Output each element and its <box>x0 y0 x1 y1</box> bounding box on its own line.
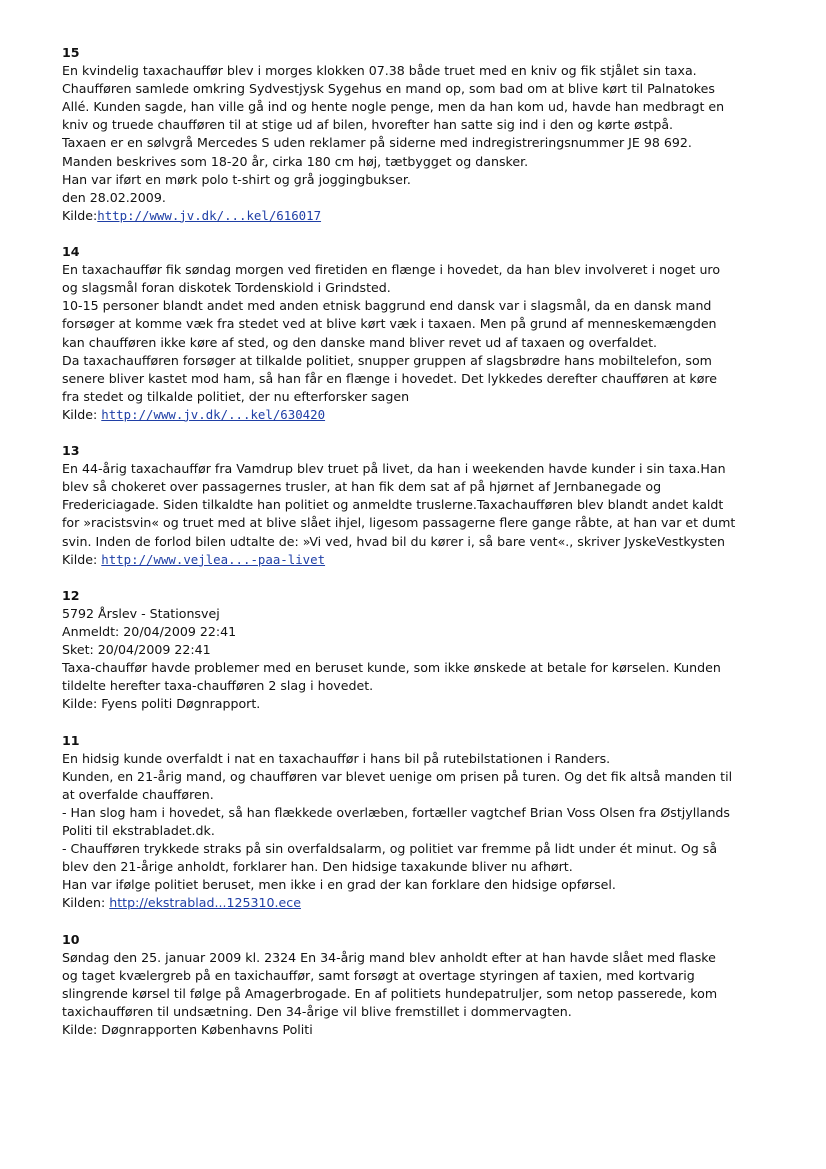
source-link[interactable]: http://ekstrablad...125310.ece <box>109 895 301 911</box>
entry-text-line: Chaufføren samlede omkring Sydvestjysk Sygehus en mand op, som bad om at blive kørt til Palnatokes <box>62 81 715 97</box>
entry-text-line: for »racistsvin« og truet med at blive slået ihjel, ligesom passagerne flere gange råbte, at han var et dumt <box>62 515 736 531</box>
entry-text-line: Han var ifølge politiet beruset, men ikke i en grad der kan forklare den hidsige opførsel. <box>62 877 616 893</box>
entry-text-line: slingrende kørsel til følge på Amagerbrogade. En af politiets hundepatruljer, som netop passerede, kom <box>62 985 718 1001</box>
entry-text-line: Kunden, en 21-årig mand, og chaufføren var blevet uenige om prisen på turen. Og det fik altså manden til <box>62 768 733 784</box>
entry-number: 12 <box>62 587 80 603</box>
entry-10 <box>62 931 782 1040</box>
entry-text-line: Anmeldt: 20/04/2009 22:41 <box>62 624 237 639</box>
entry-text-line: Kilde: Døgnrapporten Københavns Politi <box>62 1022 313 1038</box>
entry-13 <box>62 442 782 569</box>
entry-text-line: - Chaufføren trykkede straks på sin overfaldsalarm, og politiet var fremme på lidt under ét minut. Og så <box>62 841 718 857</box>
entry-text-line: taxichaufføren til undsætning. Den 34-årige vil blive fremstillet i dommervagten. <box>62 1003 572 1019</box>
source-line <box>62 551 782 569</box>
source-label: Kilde: <box>62 406 98 422</box>
source-label: Kilden: <box>62 895 106 911</box>
entry-text-line: En kvindelig taxachauffør blev i morges klokken 07.38 både truet med en kniv og fik stjålet sin taxa. <box>62 63 697 79</box>
entry-text-line: blev så chokeret over passagernes trusler, at han fik dem sat af på hjørnet af Jernbanegade og <box>62 479 662 495</box>
entry-text-line: svin. Inden de forlod bilen udtalte de: »Vi ved, hvad bil du kører i, så bare vent«., skriver JyskeVestkysten <box>62 533 725 549</box>
entry-text-line: Sket: 20/04/2009 22:41 <box>62 642 211 658</box>
entry-text-line: kan chaufføren ikke køre af sted, og den danske mand bliver revet ud af taxaen og overfaldet. <box>62 334 658 350</box>
entry-text-line: fra stedet og tilkalde politiet, der nu efterforsker sagen <box>62 388 410 404</box>
entry-text-line: senere bliver kastet mod ham, så han får en flænge i hovedet. Det lykkedes derefter chaufføren at køre <box>62 370 718 386</box>
entry-number: 15 <box>62 45 80 60</box>
entry-text-line: 5792 Årslev - Stationsvej <box>62 605 220 621</box>
entry-text-line: og slagsmål foran diskotek Tordenskiold i Grindsted. <box>62 280 391 296</box>
source-link[interactable]: http://www.vejlea...-paa-livet <box>101 551 326 567</box>
entry-text-line: 10-15 personer blandt andet med anden etnisk baggrund end dansk var i slagsmål, da en dansk mand <box>62 298 712 314</box>
entry-text-line: Han var iført en mørk polo t-shirt og grå joggingbukser. <box>62 171 411 187</box>
entry-11 <box>62 732 782 913</box>
source-link[interactable]: http://www.jv.dk/...kel/630420 <box>101 406 326 422</box>
entry-text-line: Søndag den 25. januar 2009 kl. 2324 En 34-årig mand blev anholdt efter at han havde slået med flaske <box>62 949 716 965</box>
entry-number: 11 <box>62 732 80 748</box>
entry-text-line: kniv og truede chaufføren til at stige ud af bilen, hvorefter han satte sig ind i den og kørte østpå. <box>62 117 674 133</box>
entry-text-line: Taxaen er en sølvgrå Mercedes S uden reklamer på siderne med indregistreringsnummer JE 98 692. <box>62 135 692 151</box>
source-label: Kilde: <box>62 551 98 567</box>
entry-text-line: den 28.02.2009. <box>62 189 166 205</box>
entry-text-line: - Han slog ham i hovedet, så han flækkede overlæben, fortæller vagtchef Brian Voss Olsen fra Østjyllands <box>62 804 730 820</box>
entry-text-line: Politi til ekstrabladet.dk. <box>62 823 215 839</box>
source-line <box>62 894 782 912</box>
document-page <box>62 44 782 1057</box>
entry-text-line: En 44-årig taxachauffør fra Vamdrup blev truet på livet, da han i weekenden havde kunder i sin taxa.Han <box>62 461 726 477</box>
source-link[interactable]: http://www.jv.dk/...kel/616017 <box>97 207 322 223</box>
entry-text-line: og taget kvælergreb på en taxichauffør, samt forsøgt at overtage styringen af taxien, med kortvarig <box>62 967 695 983</box>
entry-text-line: En hidsig kunde overfaldt i nat en taxachauffør i hans bil på rutebilstationen i Randers. <box>62 750 611 766</box>
entry-text-line: Da taxachaufføren forsøger at tilkalde politiet, snupper gruppen af slagsbrødre hans mobiltelefon, som <box>62 352 712 368</box>
entry-12 <box>62 587 782 714</box>
entry-15 <box>62 44 782 225</box>
entry-text-line: Allé. Kunden sagde, han ville gå ind og hente nogle penge, men da han kom ud, havde han medbragt en <box>62 99 725 115</box>
entry-text-line: Manden beskrives som 18-20 år, cirka 180 cm høj, tætbygget og dansker. <box>62 153 529 169</box>
entry-text-line: blev den 21-årige anholdt, forklarer han. Den hidsige taxakunde bliver nu afhørt. <box>62 859 573 875</box>
source-line <box>62 406 782 424</box>
entry-text-line: Kilde: Fyens politi Døgnrapport. <box>62 696 261 712</box>
entry-text-line: Fredericiagade. Siden tilkaldte han politiet og anmeldte truslerne.Taxachaufføren blev blandt andet kaldt <box>62 497 724 513</box>
entry-text-line: tildelte herefter taxa-chaufføren 2 slag i hovedet. <box>62 678 374 694</box>
entry-text-line: at overfalde chaufføren. <box>62 786 214 802</box>
entry-text-line: Taxa-chauffør havde problemer med en beruset kunde, som ikke ønskede at betale for kørselen. Kunden <box>62 660 721 676</box>
entry-text-line: forsøger at komme væk fra stedet ved at blive kørt væk i taxaen. Men på grund af menneskemængden <box>62 316 717 332</box>
entry-14 <box>62 243 782 424</box>
source-line <box>62 207 782 225</box>
entry-number: 14 <box>62 244 80 260</box>
entry-number: 10 <box>62 931 80 947</box>
entry-number: 13 <box>62 443 80 459</box>
source-label: Kilde: <box>62 207 98 223</box>
entry-text-line: En taxachauffør fik søndag morgen ved firetiden en flænge i hovedet, da han blev involveret i noget uro <box>62 262 721 278</box>
